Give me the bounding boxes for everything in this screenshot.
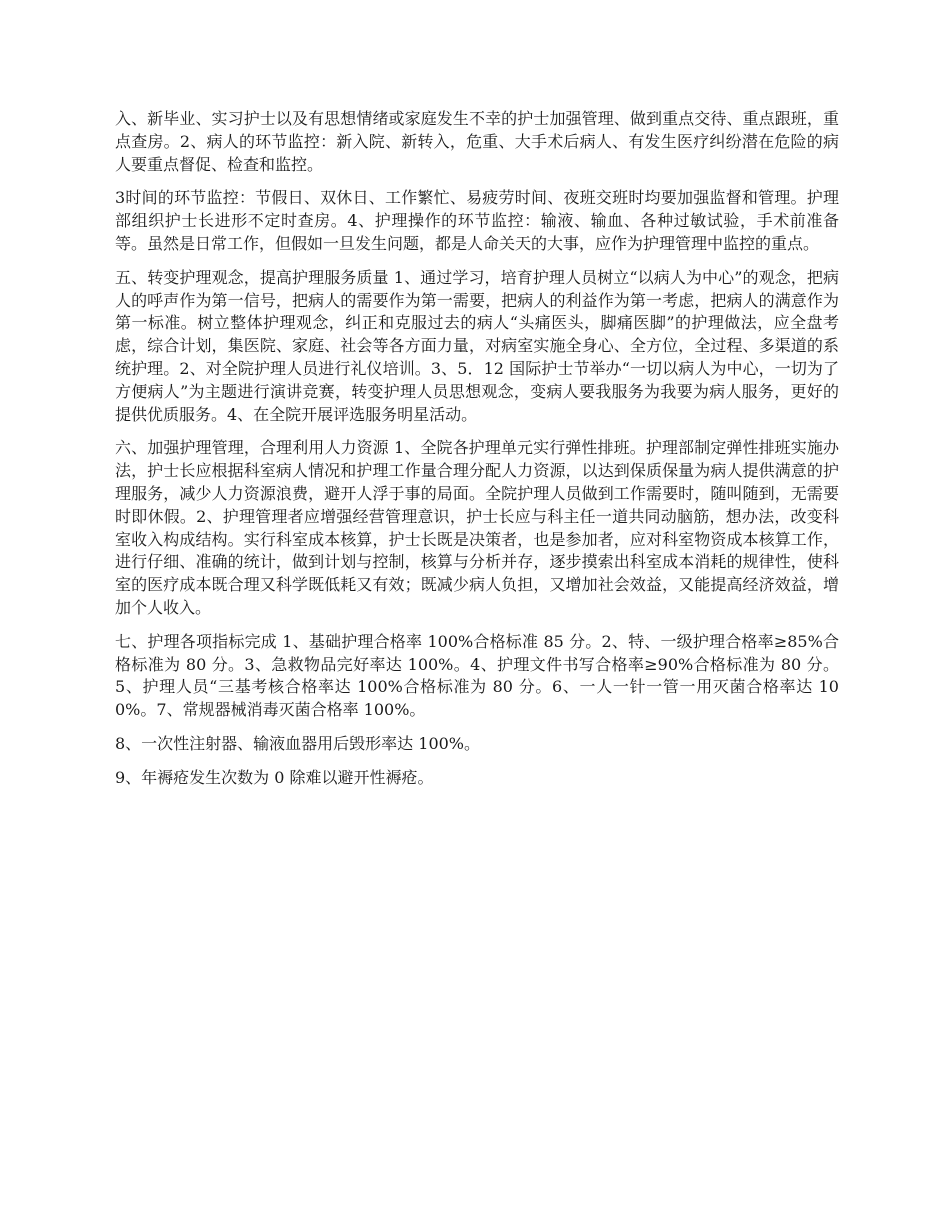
paragraph-4: 六、加强护理管理，合理利用人力资源 1、全院各护理单元实行弹性排班。护理部制定弹性排班实施办法，护士长应根据科室病人情况和护理工作量合理分配人力资源，以达到保质保量为病人提供满意的护理服务，减少人力资源浪费，避开人浮于事的局面。全院护理人员做到工作需要时，随叫随到，无需要时即休假。2、护理管理者应增强经营管理意识，护士长应与科主任一道共同动脑筋，想办法，改变科室收入构成结构。实行科室成本核算，护士长既是决策者，也是参加者，应对科室物资成本核算工作，进行仔细、准确的统计，做到计划与控制，核算与分析并存，逐步摸索出科室成本消耗的规律性，使科室的医疗成本既合理又科学既低耗又有效；既减少病人负担，又增加社会效益，又能提高经济效益，增加个人收入。 xyxy=(115,438,839,617)
paragraph-3: 五、转变护理观念，提高护理服务质量 1、通过学习，培育护理人员树立“以病人为中心”的观念，把病人的呼声作为第一信号，把病人的需要作为第一需要，把病人的利益作为第一考虑，把病人的满意作为第一标准。树立整体护理观念，纠正和克服过去的病人“头痛医头，脚痛医脚”的护理做法，应全盘考虑，综合计划，集医院、家庭、社会等各方面力量，对病室实施全身心、全方位，全过程、多渠道的系统护理。2、对全院护理人员进行礼仪培训。3、5．12 国际护士节举办“一切以病人为中心，一切为了方便病人”为主题进行演讲竞赛，转变护理人员思想观念，变病人要我服务为我要为病人服务，更好的提供优质服务。4、在全院开展评选服务明星活动。 xyxy=(115,267,839,424)
paragraph-5: 七、护理各项指标完成 1、基础护理合格率 100%合格标准 85 分。2、特、一级护理合格率≥85%合格标准为 80 分。3、急救物品完好率达 100%。4、护理文件书写合格率≥90%合格标准为 80 分。5、护理人员“三基考核合格率达 100%合格标准为 80 分。6、一人一针一管一用灭菌合格率达 100%。7、常规器械消毒灭菌合格率 100%。 xyxy=(115,631,839,720)
paragraph-2: 3时间的环节监控：节假日、双休日、工作繁忙、易疲劳时间、夜班交班时均要加强监督和管理。护理部组织护士长进形不定时查房。4、护理操作的环节监控：输液、输血、各种过敏试验，手术前准备等。虽然是日常工作，但假如一旦发生问题，都是人命关天的大事，应作为护理管理中监控的重点。 xyxy=(115,188,839,253)
paragraph-7: 9、年褥疮发生次数为 0 除难以避开性褥疮。 xyxy=(115,767,434,787)
paragraph-1: 入、新毕业、实习护士以及有思想情绪或家庭发生不幸的护士加强管理、做到重点交待、重点跟班，重点查房。2、病人的环节监控：新入院、新转入，危重、大手术后病人、有发生医疗纠纷潜在危险的病人要重点督促、检查和监控。 xyxy=(115,109,839,174)
paragraph-6: 8、一次性注射器、输液血器用后毁形率达 100%。 xyxy=(115,733,481,753)
document-body xyxy=(115,108,839,801)
